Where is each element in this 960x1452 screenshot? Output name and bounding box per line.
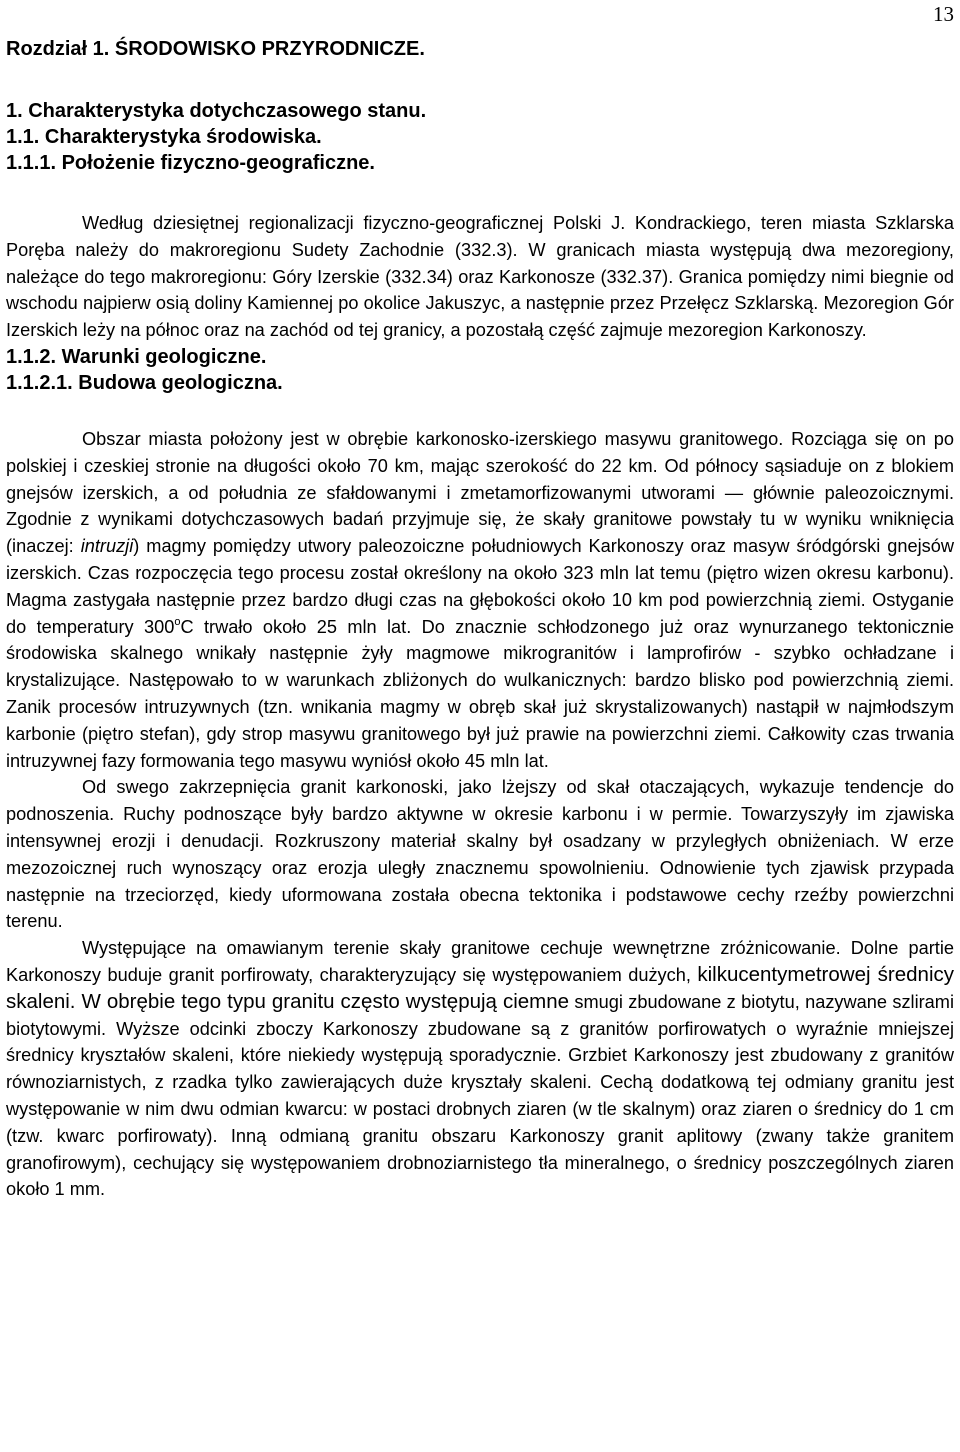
page-number: 13 xyxy=(933,2,954,26)
section-heading: 1. Charakterystyka dotychczasowego stanu. xyxy=(6,100,427,122)
geology-headings xyxy=(6,344,954,396)
subsection-heading: 1.1. Charakterystyka środowiska. xyxy=(6,126,322,148)
paragraph-granite-types xyxy=(6,935,954,1203)
geology-structure-heading: 1.1.2.1. Budowa geologiczna. xyxy=(6,371,283,394)
paragraph-uplift: Od swego zakrzepnięcia granit karkonoski, jako lżejszy od skał otaczających, wykazuje tendencje do podnoszenia. Ruchy podnoszące były bardzo aktywne w okresie karbonu i w permie. Towarzyszyły im zjawiska intensywnej erozji i denudacji. Rozkruszony materiał skalny był osadzany w przyległych obniżeniach. W erze mezozoicznej ruch wynoszący oraz erozja uległy znacznemu spowolnieniu. Odnowienie tych zjawisk przypada następnie na trzeciorzęd, kiedy uformowana została obecna tektonika i podstawowe cechy rzeźby powierzchni terenu. xyxy=(6,777,954,932)
paragraph-text: ) magmy pomiędzy utwory paleozoiczne południowych Karkonoszy oraz masyw śródgórski gnejsów izerskich. Czas rozpoczęcia tego procesu został określony na około 323 mln lat temu (piętro wizen okresu karbonu). Magma zastygała następnie przez bardzo długi czas na głębokości około 10 km pod powierzchnią ziemi. Ostyganie do temperatury 300 xyxy=(6,536,955,637)
paragraph-text: smugi zbudowane z biotytu, nazywane szlirami biotytowymi. Wyższe odcinki zboczy Karkonoszy zbudowane są z granitów porfirowatych o wyraźnie mniejszej średnicy kryształów skaleni, które niekiedy występują sporadycznie. Grzbiet Karkonoszy jest zbudowany z granitów równoziarnistych, z rzadka tylko zawierających duże kryształy skaleni. Cechą dodatkową tej odmiany granitu jest występowanie w nim dwu odmian kwarcu: w postaci drobnych ziaren (w tle skalnym) oraz ziaren o średnicy do 1 cm (tzw. kwarc porfirowaty). Inną odmianą granitu obszaru Karkonoszy granit aplitowy (zwany także granitem granofirowym), cechujący się występowaniem drobnoziarnistego tła mineralnego, o średnicy poszczególnych ziaren około 1 mm. xyxy=(6,991,954,1200)
paragraph-location: Według dziesiętnej regionalizacji fizyczno-geograficznej Polski J. Kondrackiego, teren miasta Szklarska Poręba należy do makroregionu Sudety Zachodnie (332.3). W granicach miasta występują dwa mezoregiony, należące do tego makroregionu: Góry Izerskie (332.34) oraz Karkonosze (332.37). Granica pomiędzy nimi biegnie od wschodu najpierw osią doliny Kamiennej po okolice Jakuszyc, a następnie przez Przełęcz Szklarską. Mezoregion Gór Izerskich leży na północ oraz na zachód od tej granicy, a pozostałą część zajmuje mezoregion Karkonoszy. xyxy=(6,213,954,341)
paragraph-text: Obszar miasta położony jest w obrębie karkonosko-izerskiego masywu granitowego. Rozciąga się on po polskiej i czeskiej stronie na długości około 70 km, mając szerokość do 22 km. Od północy sąsiaduje on z blokiem gnejsów izerskich, a od południa ze sfałdowanymi i zmetamorfizowanymi utworami — głównie paleozoicznymi. Zgodnie z wynikami dotychczasowych badań przyjmuje się, że skały granitowe powstały tu w wyniku wniknięcia (inaczej: xyxy=(6,428,954,557)
italic-term: intruzji xyxy=(80,536,134,557)
paragraph-granite-massif xyxy=(6,426,954,774)
degree-superscript: o xyxy=(174,615,181,628)
paragraph-text-large: kilkucentymetrowej średnicy skaleni. W obrębie tego typu granitu często występują ciemne xyxy=(6,962,954,1013)
document-body xyxy=(6,36,954,1203)
paragraph-text: C trwało około 25 mln lat. Do znacznie schłodzonego już oraz wynurzanego tektonicznie środowiska skalnego wnikały następnie żyły magmowe mikrogranitów i lamprofirów - szybko ochładzane i krystalizujące. Następowało to w warunkach zbliżonych do wulkanicznych: bardzo blisko pod powierzchnią ziemi. Zanik procesów intruzywnych (tzn. wnikania magmy w obręb skał już skrystalizowanych) nastąpił w najmłodszym karbonie (piętro stefan), gdy strop masywu granitowego był już prawie na powierzchni ziemi. Całkowity czas trwania intruzywnej fazy formowania tego masywu wyniósł około 45 mln lat. xyxy=(6,616,954,771)
chapter-title: Rozdział 1. ŚRODOWISKO PRZYRODNICZE. xyxy=(6,38,425,60)
subsubsection-heading: 1.1.1. Położenie fizyczno-geograficzne. xyxy=(6,152,375,174)
section-headings xyxy=(6,98,954,176)
geology-heading: 1.1.2. Warunki geologiczne. xyxy=(6,345,267,368)
paragraph-text: Występujące na omawianym terenie skały granitowe cechuje wewnętrzne zróżnicowanie. Dolne partie Karkonoszy buduje granit porfirowaty, charakteryzujący się występowaniem dużych, xyxy=(6,938,954,985)
